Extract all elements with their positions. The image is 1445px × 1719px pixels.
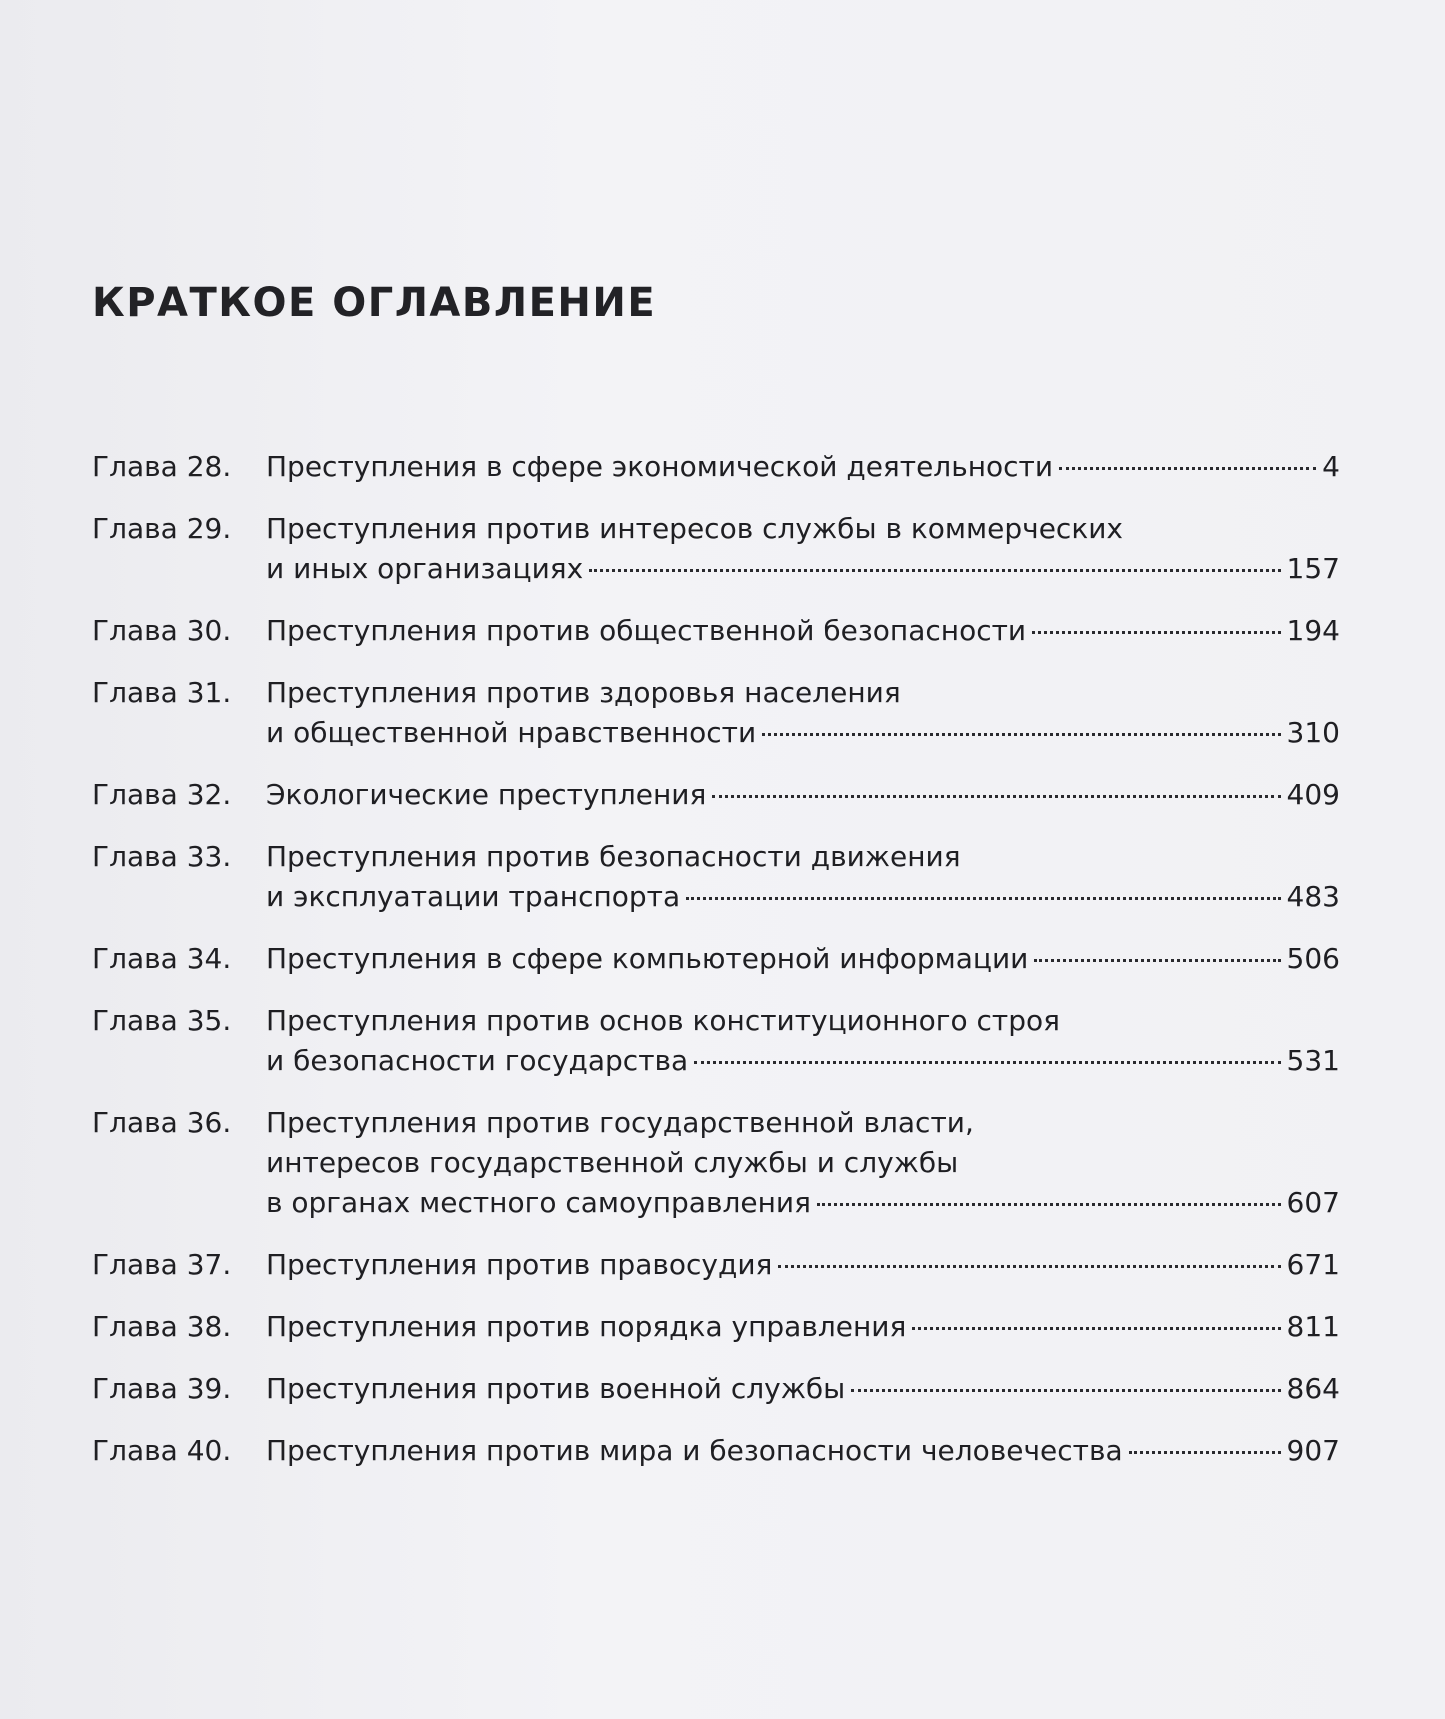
chapter-title-line: и эксплуатации транспорта: [266, 880, 681, 913]
page-number: 483: [1286, 880, 1340, 913]
dot-leader: [1129, 1451, 1281, 1454]
chapter-title: [266, 1103, 1340, 1223]
chapter-number: Глава 34.: [92, 942, 232, 975]
dot-leader: [1059, 467, 1316, 470]
chapter-title-line: интересов государственной службы и службы: [266, 1146, 959, 1179]
chapter-title-line: и иных организациях: [266, 552, 584, 585]
chapter-number: Глава 33.: [92, 840, 232, 873]
chapter-number: Глава 37.: [92, 1248, 232, 1281]
chapter-title: [266, 1001, 1340, 1081]
chapter-title-line: Преступления против интересов службы в коммерческих: [266, 512, 1123, 545]
page-number: 157: [1286, 552, 1340, 585]
chapter-title-line: Преступления против мира и безопасности человечества: [266, 1434, 1123, 1467]
chapter-number: Глава 31.: [92, 676, 232, 709]
dot-leader: [694, 1061, 1280, 1064]
page-number: 310: [1286, 716, 1340, 749]
chapter-title-line: в органах местного самоуправления: [266, 1186, 811, 1219]
chapter-title-line: Преступления против здоровья населения: [266, 676, 901, 709]
chapter-number: Глава 28.: [92, 450, 232, 483]
page-number: 811: [1286, 1310, 1340, 1343]
dot-leader: [778, 1265, 1280, 1268]
chapter-title: [266, 1369, 1340, 1409]
chapter-title: [266, 673, 1340, 753]
chapter-title-line: Преступления против военной службы: [266, 1372, 846, 1405]
chapter-title: [266, 509, 1340, 589]
chapter-number: Глава 40.: [92, 1434, 232, 1467]
dot-leader: [1032, 631, 1280, 634]
chapter-title: [266, 837, 1340, 917]
chapter-number: Глава 39.: [92, 1372, 232, 1405]
page-title: КРАТКОЕ ОГЛАВЛЕНИЕ: [92, 280, 657, 326]
chapter-number: Глава 38.: [92, 1310, 232, 1343]
chapter-title-line: Преступления в сфере экономической деятельности: [266, 450, 1054, 483]
dot-leader: [762, 733, 1280, 736]
dot-leader: [912, 1327, 1280, 1330]
dot-leader: [851, 1389, 1280, 1392]
chapter-number: Глава 35.: [92, 1004, 232, 1037]
chapter-title-line: Преступления против порядка управления: [266, 1310, 907, 1343]
chapter-title-line: Преступления против правосудия: [266, 1248, 773, 1281]
page-number: 194: [1286, 614, 1340, 647]
chapter-number: Глава 29.: [92, 512, 232, 545]
chapter-title-line: Преступления в сфере компьютерной информации: [266, 942, 1029, 975]
chapter-title: [266, 447, 1340, 487]
chapter-title: [266, 775, 1340, 815]
chapter-number: Глава 30.: [92, 614, 232, 647]
page-number: 671: [1286, 1248, 1340, 1281]
chapter-title-line: Преступления против общественной безопасности: [266, 614, 1027, 647]
chapter-number: Глава 32.: [92, 778, 232, 811]
dot-leader: [712, 795, 1280, 798]
chapter-title-line: и безопасности государства: [266, 1044, 689, 1077]
page-number: 607: [1286, 1186, 1340, 1219]
chapter-title-line: Преступления против государственной власти,: [266, 1106, 974, 1139]
page-number: 907: [1286, 1434, 1340, 1467]
page-number: 864: [1286, 1372, 1340, 1405]
chapter-title: [266, 1431, 1340, 1471]
chapter-title-line: Экологические преступления: [266, 778, 707, 811]
chapter-number: Глава 36.: [92, 1106, 232, 1139]
chapter-title: [266, 1307, 1340, 1347]
dot-leader: [589, 569, 1280, 572]
chapter-title-line: Преступления против основ конституционного строя: [266, 1004, 1060, 1037]
chapter-title: [266, 1245, 1340, 1285]
chapter-title: [266, 939, 1340, 979]
dot-leader: [1034, 959, 1280, 962]
dot-leader: [817, 1203, 1281, 1206]
chapter-title-line: Преступления против безопасности движения: [266, 840, 961, 873]
dot-leader: [686, 897, 1280, 900]
chapter-title: [266, 611, 1340, 651]
page-number: 4: [1322, 450, 1340, 483]
page-number: 409: [1286, 778, 1340, 811]
page-number: 506: [1286, 942, 1340, 975]
chapter-title-line: и общественной нравственности: [266, 716, 757, 749]
page-number: 531: [1286, 1044, 1340, 1077]
